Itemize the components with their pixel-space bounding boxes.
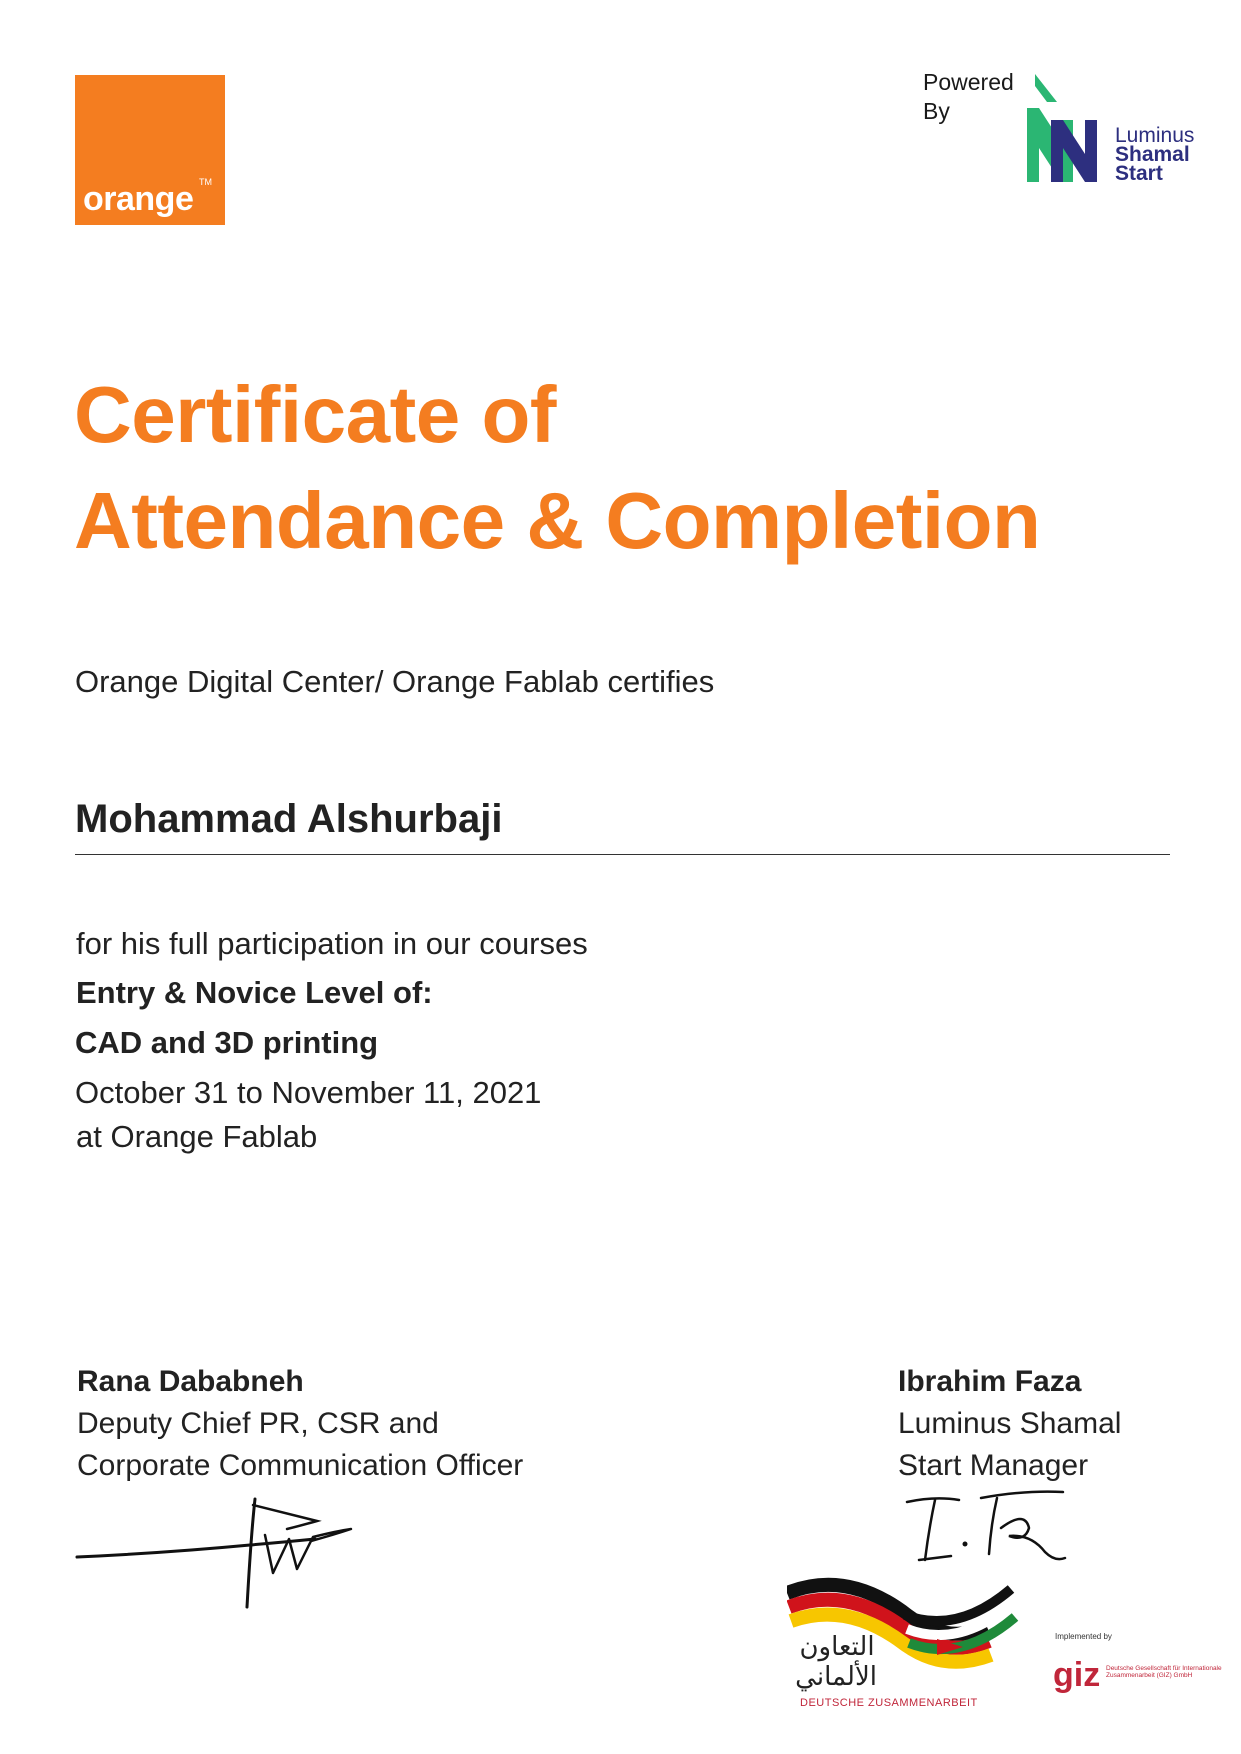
title-line2: Attendance & Completion: [74, 476, 1041, 565]
giz-logo: giz: [1053, 1656, 1101, 1694]
certificate-title: [74, 362, 1040, 574]
signature-rana-dababneh: [75, 1495, 365, 1615]
course-name: CAD and 3D printing: [75, 1025, 379, 1060]
recipient-underline: [75, 854, 1170, 855]
course-location: at Orange Fablab: [76, 1119, 318, 1154]
cooperation-german-text: DEUTSCHE ZUSAMMENARBEIT: [800, 1697, 978, 1709]
cooperation-arabic-line1: التعاون: [799, 1632, 875, 1662]
orange-logo: [75, 75, 225, 225]
signer-title-line1: Deputy Chief PR, CSR and: [77, 1407, 439, 1440]
course-dates: October 31 to November 11, 2021: [75, 1075, 542, 1110]
title-line1: Certificate of: [74, 370, 556, 459]
certifies-text: Orange Digital Center/ Orange Fablab certifies: [75, 664, 715, 699]
signer-title-line2: Corporate Communication Officer: [77, 1449, 524, 1482]
luminus-line3: Start: [1115, 162, 1163, 185]
luminus-line1: Luminus: [1115, 124, 1195, 147]
signer-name: Rana Dababneh: [77, 1365, 304, 1398]
implemented-by-label: Implemented by: [1055, 1632, 1112, 1641]
signature-ibrahim-faza: [905, 1488, 1085, 1578]
signer-title-line1: Luminus Shamal: [898, 1407, 1122, 1440]
participation-text: for his full participation in our courses: [76, 926, 588, 961]
orange-trademark: TM: [199, 177, 212, 187]
cooperation-arabic-line2: الألماني: [795, 1662, 877, 1692]
giz-subtitle: Deutsche Gesellschaft für Internationale Zusammenarbeit (GIZ) GmbH: [1106, 1665, 1222, 1679]
signer-name: Ibrahim Faza: [898, 1365, 1082, 1398]
powered-by-text: Powered By: [923, 69, 1014, 124]
signer-block-1: [77, 1361, 523, 1487]
recipient-name: Mohammad Alshurbaji: [75, 797, 503, 841]
course-level: Entry & Novice Level of:: [76, 975, 433, 1010]
signer-block-2: [898, 1361, 1121, 1487]
luminus-line2: Shamal: [1115, 143, 1190, 166]
powered-by-label: [923, 68, 1023, 126]
luminus-wordmark: [1115, 126, 1194, 183]
cooperation-arabic-text: [797, 1632, 877, 1692]
signer-title-line2: Start Manager: [898, 1449, 1089, 1482]
luminus-logo-icon: [1017, 72, 1101, 184]
orange-wordmark: orange: [83, 180, 194, 218]
